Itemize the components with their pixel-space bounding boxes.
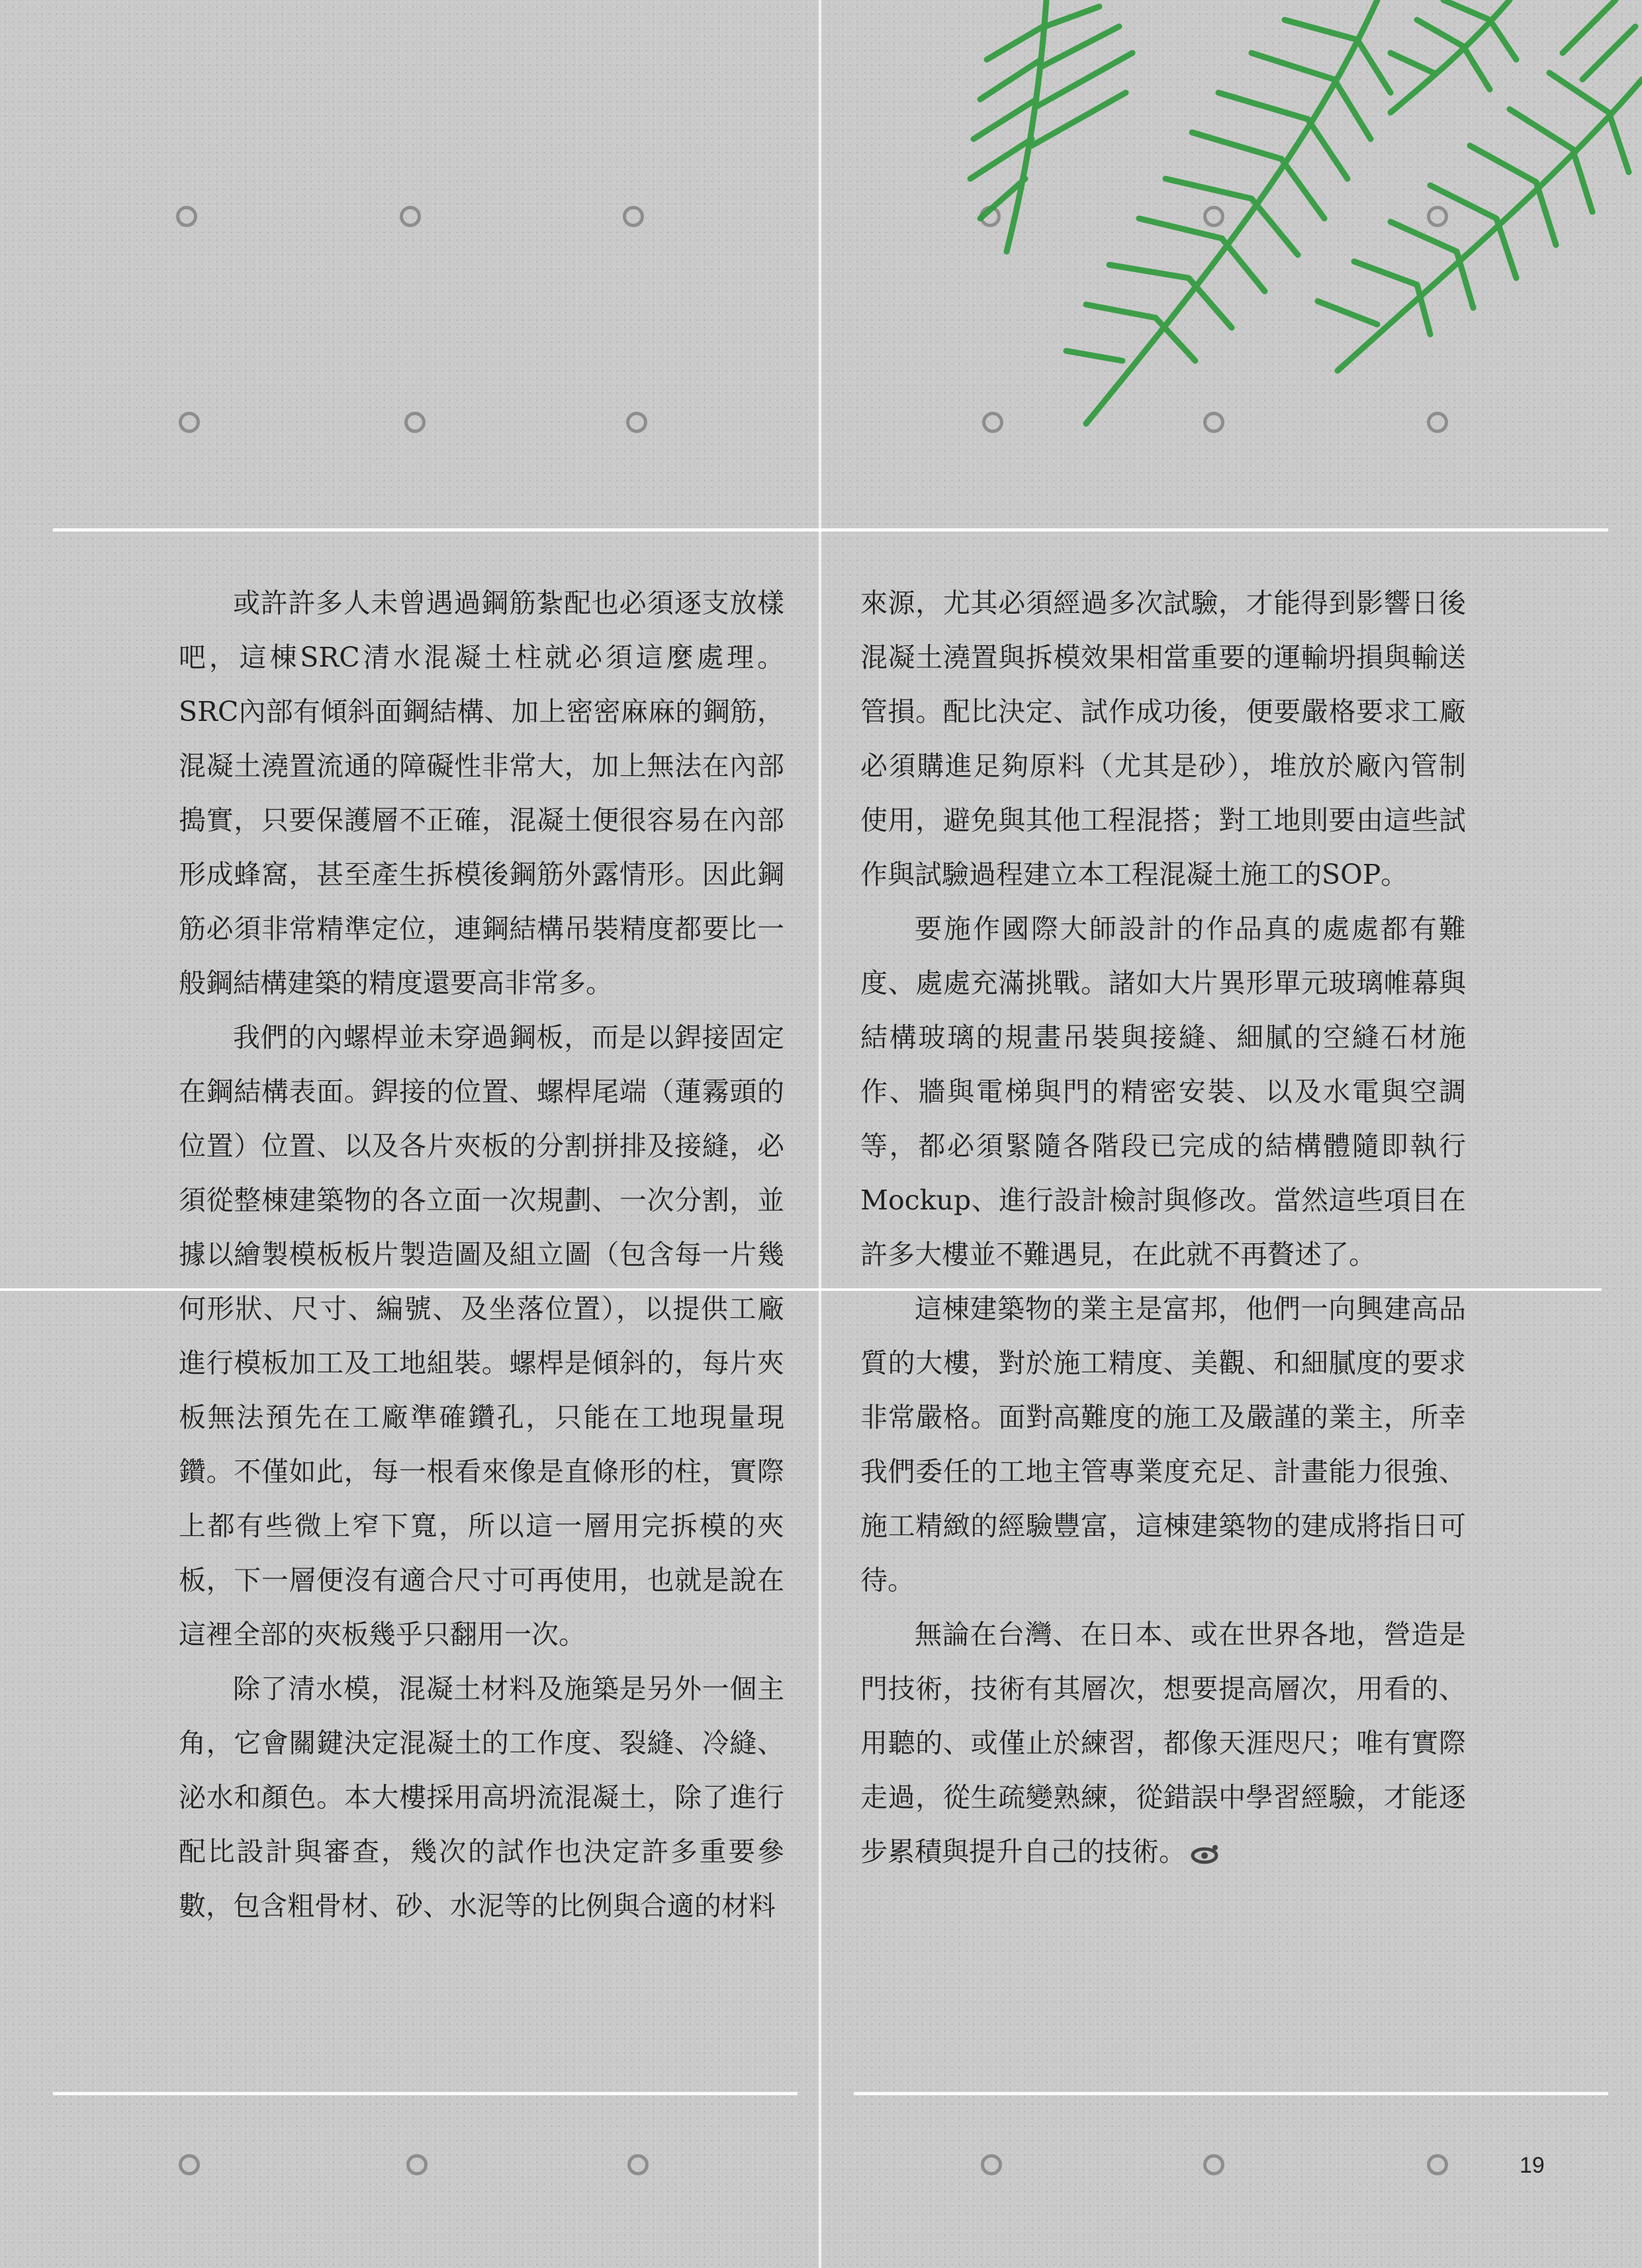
formwork-tie-hole-icon — [1203, 2154, 1224, 2175]
formwork-tie-hole-icon — [179, 412, 200, 433]
formwork-tie-hole-icon — [1427, 2154, 1448, 2175]
fern-leaf-illustration — [967, 0, 1642, 450]
paragraph: 除了清水模，混凝土材料及施築是另外一個主角，它會關鍵決定混凝土的工作度、裂縫、冷縫、泌水和顏色。本大樓採用高坍流混凝土，除了進行配比設計與審查，幾次的試作也決定許多重要參數，包含粗骨材、砂、水泥等的比例與合適的材料 — [179, 1673, 784, 1922]
formwork-tie-hole-icon — [179, 2154, 200, 2175]
formwork-tie-hole-icon — [406, 2154, 428, 2175]
end-of-article-icon — [1190, 1844, 1220, 1864]
paragraph: 要施作國際大師設計的作品真的處處都有難度、處處充滿挑戰。諸如大片異形單元玻璃帷幕與結構玻璃的規畫吊裝與接縫、細膩的空縫石材施作、牆與電梯與門的精密安裝、以及水電與空調等，都必須緊隨各階段已完成的結構體隨即執行Mockup、進行設計檢討與修改。當然這些項目在許多大樓並不難遇見，在此就不再贅述了。 — [860, 913, 1466, 1270]
paragraph: 我們的內螺桿並未穿過鋼板，而是以銲接固定在鋼結構表面。銲接的位置、螺桿尾端（蓮霧頭的位置）位置、以及各片夾板的分割拼排及接縫，必須從整棟建築物的各立面一次規劃、一次分割，並據以繪製模板板片製造圖及組立圖（包含每一片幾何形狀、尺寸、編號、及坐落位置），以提供工廠進行模板加工及工地組裝。螺桿是傾斜的，每片夾板無法預先在工廠準確鑽孔，只能在工地現量現鑽。不僅如此，每一根看來像是直條形的柱，實際上都有些微上窄下寬，所以這一層用完拆模的夾板，下一層便沒有適合尺寸可再使用，也就是說在這裡全部的夾板幾乎只翻用一次。 — [179, 1021, 784, 1650]
formwork-tie-hole-icon — [176, 206, 197, 227]
article-left-column — [179, 576, 784, 1933]
paragraph: 或許許多人未曾遇過鋼筋紮配也必須逐支放樣吧，這棟SRC清水混凝土柱就必須這麼處理。SRC內部有傾斜面鋼結構、加上密密麻麻的鋼筋，混凝土澆置流通的障礙性非常大，加上無法在內部搗實，只要保護層不正確，混凝土便很容易在內部形成蜂窩，甚至產生拆模後鋼筋外露情形。因此鋼筋必須非常精準定位，連鋼結構吊裝精度都要比一般鋼結構建築的精度還要高非常多。 — [179, 587, 784, 999]
formwork-tie-hole-icon — [404, 412, 426, 433]
formwork-tie-hole-icon — [627, 2154, 649, 2175]
formwork-tie-hole-icon — [981, 2154, 1002, 2175]
formwork-tie-hole-icon — [623, 206, 644, 227]
panel-seam-top — [53, 528, 1608, 532]
paragraph-final — [860, 1607, 1466, 1879]
paragraph: 這棟建築物的業主是富邦，他們一向興建高品質的大樓，對於施工精度、美觀、和細膩度的要求非常嚴格。面對高難度的施工及嚴謹的業主，所幸我們委任的工地主管專業度充足、計畫能力很強、施工精緻的經驗豐富，這棟建築物的建成將指日可待。 — [860, 1293, 1466, 1596]
article-right-column — [860, 576, 1466, 1879]
panel-seam-bottom-right — [854, 2092, 1608, 2095]
panel-seam-bottom-left — [53, 2092, 798, 2095]
formwork-tie-hole-icon — [400, 206, 421, 227]
paragraph: 來源，尤其必須經過多次試驗，才能得到影響日後混凝土澆置與拆模效果相當重要的運輸坍損與輸送管損。配比決定、試作成功後，便要嚴格要求工廠必須購進足夠原料（尤其是砂），堆放於廠內管制使用，避免與其他工程混搭；對工地則要由這些試作與試驗過程建立本工程混凝土施工的SOP。 — [860, 587, 1466, 890]
final-paragraph-text: 無論在台灣、在日本、或在世界各地，營造是門技術，技術有其層次，想要提高層次，用看的、用聽的、或僅止於練習，都像天涯咫尺；唯有實際走過，從生疏變熟練，從錯誤中學習經驗，才能逐步累積與提升自己的技術。 — [860, 1619, 1466, 1867]
vertical-panel-seam — [819, 0, 821, 2268]
formwork-tie-hole-icon — [626, 412, 647, 433]
page-number: 19 — [1520, 2153, 1545, 2178]
